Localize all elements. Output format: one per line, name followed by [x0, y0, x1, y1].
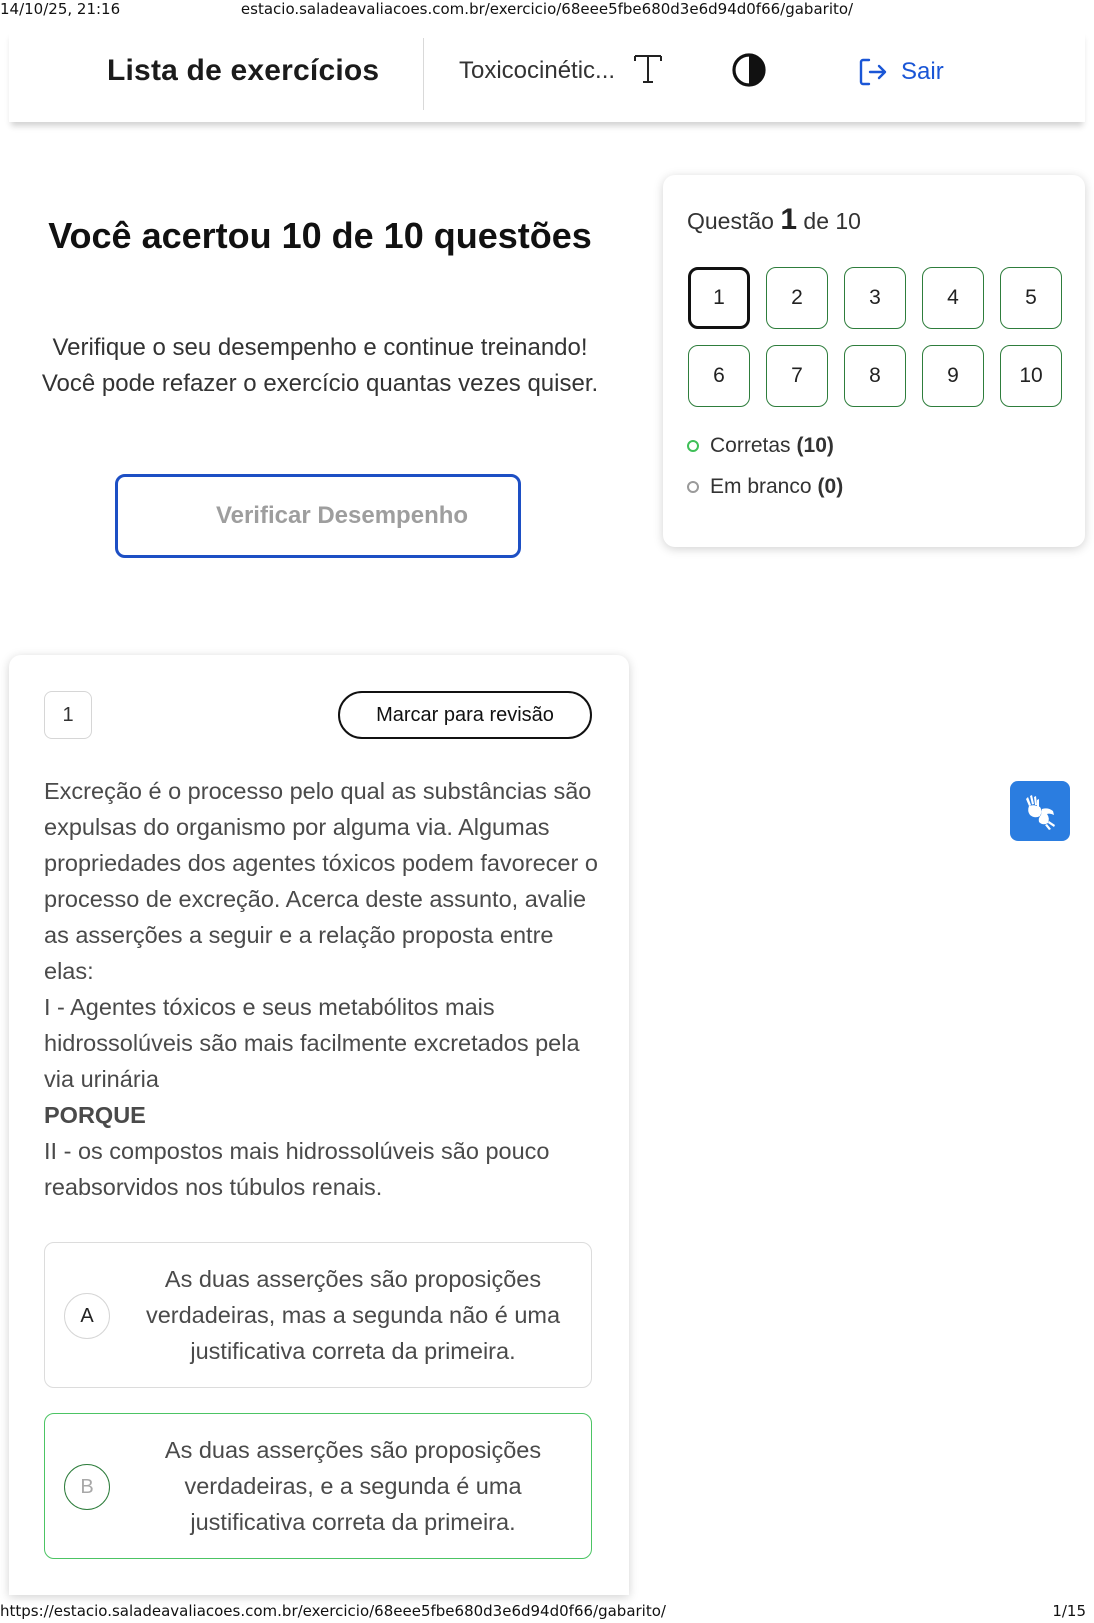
- verify-performance-button[interactable]: Verificar Desempenho: [115, 474, 521, 558]
- counter-suffix: de 10: [803, 208, 861, 234]
- question-counter: [687, 203, 861, 237]
- question-button-2[interactable]: 2: [766, 267, 828, 329]
- counter-prefix: Questão: [687, 208, 774, 234]
- question-button-4[interactable]: 4: [922, 267, 984, 329]
- logout-button[interactable]: [857, 54, 944, 90]
- legend-blank-count: (0): [817, 475, 844, 498]
- option-b-letter: B: [64, 1464, 110, 1510]
- question-grid: [688, 267, 1062, 407]
- option-a-letter: A: [64, 1293, 110, 1339]
- question-navigator: [663, 175, 1085, 547]
- top-bar: [9, 30, 1085, 122]
- question-card: [9, 655, 629, 1595]
- result-subtitle: Verifique o seu desempenho e continue treinando! Você pode refazer o exercício quantas vezes quiser.: [41, 334, 599, 397]
- option-a-text: As duas asserções são proposições verdadeiras, mas a segunda não é uma justificativa correta da primeira.: [145, 1266, 561, 1364]
- option-b-text: As duas asserções são proposições verdadeiras, e a segunda é uma justificativa correta da primeira.: [164, 1437, 542, 1535]
- print-footer-url: https://estacio.saladeavaliacoes.com.br/exercicio/68eee5fbe680d3e6d94d0f66/gabarito/: [0, 1602, 666, 1620]
- question-stem: [44, 773, 604, 1205]
- question-button-1[interactable]: 1: [688, 267, 750, 329]
- header-divider: [423, 38, 424, 110]
- print-page-number: 1/15: [1052, 1602, 1086, 1620]
- question-number: 1: [44, 691, 92, 739]
- page-title: Lista de exercícios: [107, 54, 380, 87]
- legend-correct: [687, 433, 843, 459]
- logout-label: Sair: [901, 58, 944, 85]
- result-title: Você acertou 10 de 10 questões: [48, 215, 592, 256]
- assertion-connector: PORQUE: [44, 1102, 146, 1128]
- libras-hands-icon: [1020, 791, 1060, 831]
- question-button-7[interactable]: 7: [766, 345, 828, 407]
- option-b[interactable]: [44, 1413, 592, 1559]
- question-button-8[interactable]: 8: [844, 345, 906, 407]
- question-button-3[interactable]: 3: [844, 267, 906, 329]
- print-footer: [0, 1602, 1094, 1620]
- question-button-6[interactable]: 6: [688, 345, 750, 407]
- contrast-icon[interactable]: [731, 52, 767, 88]
- answer-legend: [687, 433, 843, 515]
- option-a[interactable]: [44, 1242, 592, 1388]
- blank-dot-icon: [687, 481, 699, 493]
- mark-for-review-button[interactable]: Marcar para revisão: [338, 691, 592, 739]
- assertion-1: I - Agentes tóxicos e seus metabólitos mais hidrossolúveis são mais facilmente excretados pela via urinária: [44, 994, 580, 1092]
- question-button-10[interactable]: 10: [1000, 345, 1062, 407]
- print-datetime: 14/10/25, 21:16: [0, 0, 121, 18]
- assertion-2: II - os compostos mais hidrossolúveis são pouco reabsorvidos nos túbulos renais.: [44, 1138, 550, 1200]
- legend-blank-label: Em branco: [710, 475, 812, 498]
- legend-correct-count: (10): [796, 434, 834, 457]
- libras-accessibility-button[interactable]: [1010, 781, 1070, 841]
- print-header: [0, 0, 1094, 18]
- stem-intro: Excreção é o processo pelo qual as substâncias são expulsas do organismo por alguma via. Algumas propriedades dos agentes tóxicos podem favorecer o processo de excreção. Acerca deste assunto, avalie as asserções a seguir e a relação proposta entre elas:: [44, 778, 598, 984]
- print-url: estacio.saladeavaliacoes.com.br/exercicio/68eee5fbe680d3e6d94d0f66/gabarito/: [240, 0, 854, 18]
- question-button-5[interactable]: 5: [1000, 267, 1062, 329]
- correct-dot-icon: [687, 440, 699, 452]
- question-button-9[interactable]: 9: [922, 345, 984, 407]
- legend-correct-label: Corretas: [710, 434, 791, 457]
- logout-icon: [857, 56, 889, 88]
- subject-name: Toxicocinétic...: [459, 57, 616, 84]
- legend-blank: [687, 474, 843, 500]
- counter-current: 1: [780, 203, 798, 236]
- font-size-icon[interactable]: [631, 52, 665, 86]
